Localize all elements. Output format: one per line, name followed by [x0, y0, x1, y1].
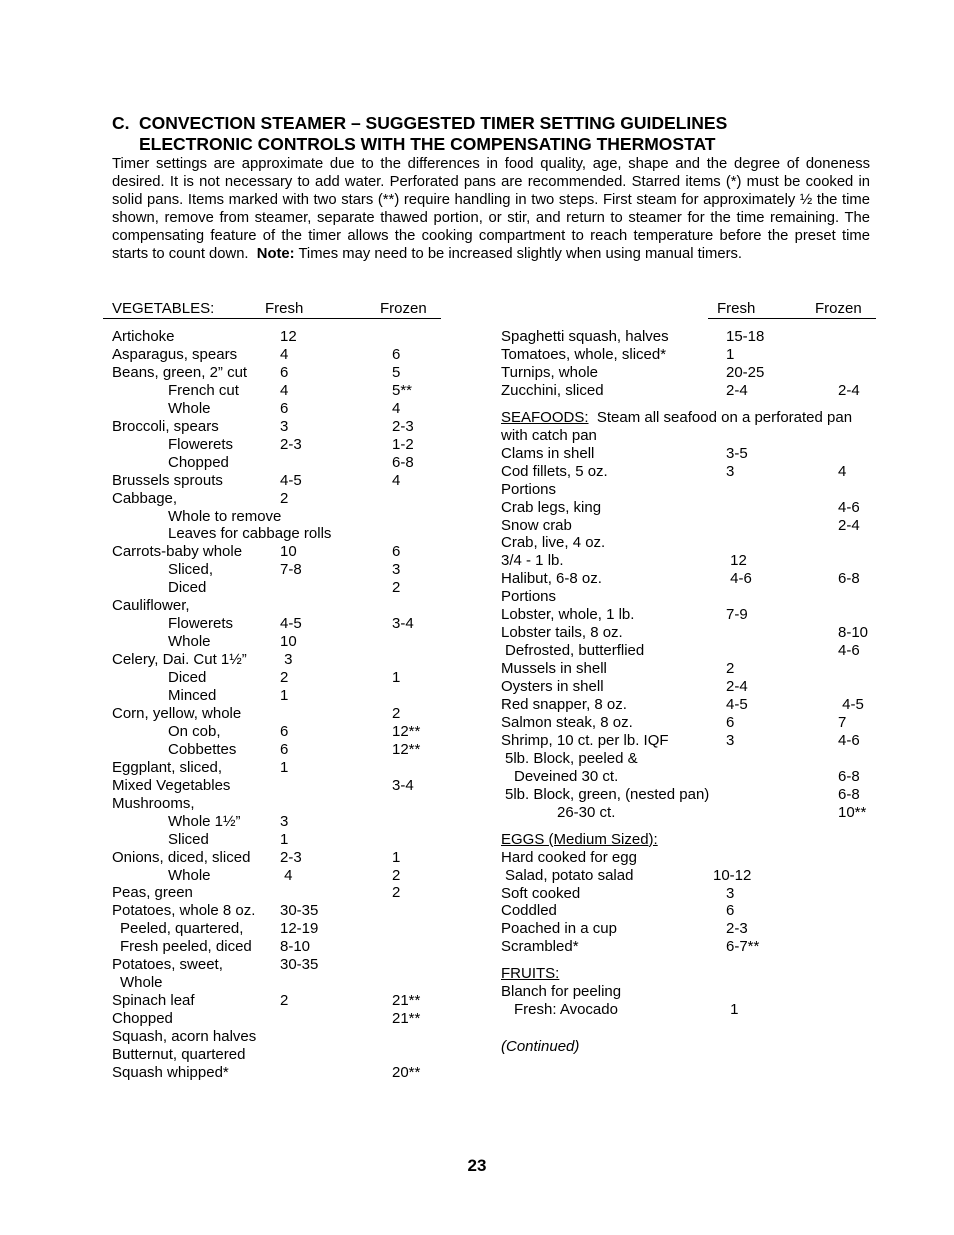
right-item-name: Mussels in shell	[501, 660, 607, 678]
left-item-name: Cabbage,	[112, 489, 178, 507]
right-row	[501, 750, 871, 768]
left-column-header	[103, 300, 441, 319]
left-item-name: Peas, green	[112, 884, 193, 902]
left-fresh-time: 12-19	[280, 920, 319, 938]
left-row	[112, 508, 442, 526]
right-frozen-header: Frozen	[815, 300, 862, 317]
left-item-name: Carrots-baby whole	[112, 543, 243, 561]
right-row	[501, 920, 871, 938]
right-row	[501, 768, 871, 786]
left-frozen-time: 1-2	[392, 435, 414, 453]
right-item-name: Tomatoes, whole, sliced*	[501, 345, 667, 363]
left-row	[112, 867, 442, 885]
left-item-name: Whole	[120, 974, 163, 992]
left-item-name: Broccoli, spears	[112, 417, 219, 435]
right-item-name: Snow crab	[501, 516, 572, 534]
right-item-name: with catch pan	[501, 426, 597, 444]
left-fresh-time: 3	[280, 651, 293, 669]
right-row	[501, 328, 871, 346]
right-row	[501, 732, 871, 750]
right-fresh-time: 3	[726, 884, 735, 902]
left-item-name: Celery, Dai. Cut 1½”	[112, 651, 247, 669]
left-fresh-time: 7-8	[280, 561, 302, 579]
left-row	[112, 920, 442, 938]
right-fresh-time: 3	[726, 731, 735, 749]
left-row	[112, 615, 442, 633]
right-row	[501, 427, 871, 445]
left-item-name: Mushrooms,	[112, 794, 195, 812]
right-fresh-time: 6	[726, 902, 735, 920]
note-label: Note:	[256, 246, 295, 262]
right-item-name: Scrambled*	[501, 938, 579, 956]
right-item-name: Clams in shell	[501, 444, 595, 462]
left-frozen-time: 20**	[392, 1063, 421, 1081]
right-item-name: Blanch for peeling	[501, 983, 622, 1001]
note-text: Times may need to be increased slightly when using manual timers.	[298, 246, 743, 262]
left-item-name: Cauliflower,	[112, 597, 190, 615]
right-frozen-time: 6-8	[838, 785, 860, 803]
left-item-name: Mixed Vegetables	[112, 776, 231, 794]
left-frozen-time: 3	[392, 561, 401, 579]
left-frozen-time: 5**	[392, 381, 413, 399]
left-fresh-time: 30-35	[280, 956, 319, 974]
right-row	[501, 1001, 871, 1019]
intro-paragraph	[112, 155, 870, 263]
right-row	[501, 938, 871, 956]
left-item-name: Asparagus, spears	[112, 345, 238, 363]
heading-line-2: ELECTRONIC CONTROLS WITH THE COMPENSATING THERMOSTAT	[139, 134, 716, 154]
right-fresh-time: 6	[726, 713, 735, 731]
left-row	[112, 1064, 442, 1082]
right-item-name	[501, 409, 852, 427]
right-row	[501, 849, 871, 867]
right-row	[501, 346, 871, 364]
left-row	[112, 795, 442, 813]
left-item-name: Potatoes, sweet,	[112, 956, 223, 974]
right-row	[501, 463, 871, 481]
right-row	[501, 606, 871, 624]
left-frozen-time: 5	[392, 363, 401, 381]
right-row	[501, 445, 871, 463]
section-title: EGGS (Medium Sized):	[501, 830, 658, 848]
right-frozen-time: 4-6	[838, 731, 860, 749]
right-row	[501, 804, 871, 822]
left-fresh-time: 10	[280, 543, 297, 561]
right-item-name: Halibut, 6-8 oz.	[501, 570, 602, 588]
left-item-name: Minced	[168, 687, 217, 704]
right-fresh-time: 20-25	[726, 363, 765, 381]
left-frozen-time: 6-8	[392, 453, 414, 471]
left-frozen-time: 1	[392, 669, 401, 687]
left-item-name: Diced	[168, 579, 207, 597]
left-item-name: Sliced,	[168, 561, 214, 579]
right-row	[501, 660, 871, 678]
left-item-name: Chopped	[112, 1010, 173, 1028]
left-row	[112, 741, 442, 759]
left-row	[112, 669, 442, 687]
right-item-name: 3/4 - 1 lb.	[501, 552, 564, 570]
left-item-name: Whole	[168, 866, 211, 884]
left-frozen-time: 3-4	[392, 615, 414, 633]
left-row	[112, 400, 442, 418]
section-note: Steam all seafood on a perforated pan	[588, 408, 853, 426]
left-row	[112, 849, 442, 867]
right-fresh-time: 4-5	[726, 696, 748, 713]
right-item-name: Spaghetti squash, halves	[501, 328, 669, 345]
left-row	[112, 633, 442, 651]
left-row	[112, 490, 442, 508]
left-frozen-time: 2	[392, 704, 401, 722]
left-frozen-time: 6	[392, 543, 401, 561]
left-frozen-time: 6	[392, 345, 401, 363]
right-fresh-time: 2	[726, 660, 735, 678]
left-row	[112, 884, 442, 902]
left-frozen-time: 2	[392, 579, 401, 597]
right-fresh-time: 3	[726, 462, 735, 480]
left-fresh-time: 4	[280, 381, 289, 399]
left-row	[112, 418, 442, 436]
right-frozen-time: 4-5	[838, 696, 864, 713]
left-fresh-time: 1	[280, 758, 289, 776]
right-item-name: Turnips, whole	[501, 363, 598, 381]
left-row	[112, 382, 442, 400]
right-item-name: Oysters in shell	[501, 678, 604, 696]
left-frozen-time: 12**	[392, 740, 421, 758]
right-row	[501, 714, 871, 732]
right-row	[501, 552, 871, 570]
left-item-name: Beans, green, 2” cut	[112, 363, 248, 381]
right-fresh-time: 6-7**	[726, 938, 760, 956]
left-row	[112, 974, 442, 992]
right-item-name: Fresh: Avocado	[514, 1001, 618, 1019]
left-fresh-time: 4-5	[280, 471, 302, 489]
right-item-name	[501, 965, 559, 983]
left-item-name: Artichoke	[112, 328, 175, 345]
right-item-name: Coddled	[501, 902, 557, 920]
left-row	[112, 777, 442, 795]
right-row	[501, 517, 871, 535]
left-frozen-time: 3-4	[392, 776, 414, 794]
right-fresh-time: 2-4	[726, 678, 748, 696]
right-column-header	[708, 300, 876, 319]
left-row	[112, 436, 442, 454]
left-frozen-time: 12**	[392, 722, 421, 740]
right-row	[501, 786, 871, 804]
left-fresh-time: 6	[280, 399, 289, 417]
left-item-name: Whole	[168, 399, 211, 417]
right-item-name: Hard cooked for egg	[501, 848, 637, 866]
section-heading	[112, 113, 727, 155]
left-frozen-time: 21**	[392, 1010, 421, 1028]
left-fresh-time: 4	[280, 866, 293, 884]
left-row	[112, 759, 442, 777]
left-item-name: Flowerets	[168, 435, 234, 453]
left-item-name: Onions, diced, sliced	[112, 848, 251, 866]
left-fresh-time: 2	[280, 992, 289, 1010]
left-fresh-time: 30-35	[280, 902, 319, 920]
right-fresh-time: 2-3	[726, 920, 748, 938]
left-item-name: Flowerets	[168, 615, 234, 633]
section-title: FRUITS:	[501, 965, 560, 983]
right-row	[501, 696, 871, 714]
left-item-name: Fresh peeled, diced	[120, 938, 252, 956]
right-frozen-time: 6-8	[838, 570, 860, 588]
right-item-name: Salmon steak, 8 oz.	[501, 713, 633, 731]
right-item-name: Portions	[501, 480, 557, 498]
right-row	[501, 588, 871, 606]
left-item-name: Potatoes, whole 8 oz.	[112, 902, 256, 920]
left-row	[112, 1028, 442, 1046]
left-item-name: Whole	[168, 633, 211, 651]
left-fresh-time: 2	[280, 489, 289, 507]
left-item-name: Whole 1½”	[168, 812, 241, 830]
left-frozen-time: 21**	[392, 992, 421, 1010]
left-item-name: Spinach leaf	[112, 992, 195, 1010]
left-fresh-time: 1	[280, 687, 289, 704]
left-fresh-time: 6	[280, 740, 289, 758]
left-row	[112, 597, 442, 615]
left-item-name: French cut	[168, 381, 239, 399]
left-fresh-time: 1	[280, 830, 289, 848]
right-item-name: Lobster tails, 8 oz.	[501, 624, 623, 642]
right-frozen-time: 8-10	[838, 624, 869, 642]
left-fresh-time: 2	[280, 669, 289, 687]
left-fresh-time: 2-3	[280, 435, 302, 453]
left-fresh-time: 10	[280, 633, 297, 651]
right-row	[501, 364, 871, 382]
right-row	[501, 499, 871, 517]
right-item-name: 26-30 ct.	[557, 803, 616, 821]
right-fresh-header: Fresh	[717, 300, 756, 317]
left-row	[112, 364, 442, 382]
right-fresh-time: 1	[726, 1001, 739, 1019]
right-fresh-time: 3-5	[726, 444, 748, 462]
left-item-name: Cobbettes	[168, 740, 237, 758]
left-row	[112, 813, 442, 831]
right-item-name: Poached in a cup	[501, 920, 617, 938]
right-item-name: Portions	[501, 588, 557, 606]
right-item-name: Cod fillets, 5 oz.	[501, 462, 608, 480]
left-item-name: Sliced	[168, 830, 209, 848]
right-row	[501, 624, 871, 642]
left-row	[112, 651, 442, 669]
left-fresh-time: 8-10	[280, 938, 311, 956]
right-frozen-time: 4	[838, 462, 847, 480]
left-frozen-header: Frozen	[380, 300, 427, 317]
continued-note: (Continued)	[501, 1038, 580, 1055]
right-row	[501, 570, 871, 588]
right-row	[501, 831, 871, 849]
right-fresh-time: 2-4	[726, 381, 748, 399]
left-item-name: Squash whipped*	[112, 1063, 229, 1081]
right-frozen-time: 4-6	[838, 498, 860, 516]
right-row	[501, 983, 871, 1001]
left-row	[112, 543, 442, 561]
right-item-name: Red snapper, 8 oz.	[501, 696, 627, 713]
right-frozen-time: 4-6	[838, 642, 860, 660]
left-row	[112, 525, 442, 543]
right-fresh-time: 15-18	[726, 328, 765, 345]
right-frozen-time: 6-8	[838, 767, 860, 785]
right-item-name: Zucchini, sliced	[501, 381, 604, 399]
left-row	[112, 902, 442, 920]
left-item-name: Whole to remove	[168, 507, 282, 525]
right-row	[501, 965, 871, 983]
left-row	[112, 328, 442, 346]
left-row	[112, 687, 442, 705]
left-row	[112, 579, 442, 597]
right-frozen-time: 2-4	[838, 516, 860, 534]
left-item-name: Corn, yellow, whole	[112, 704, 242, 722]
left-row	[112, 992, 442, 1010]
right-row	[501, 481, 871, 499]
right-item-name: Lobster, whole, 1 lb.	[501, 606, 635, 624]
left-fresh-time: 4-5	[280, 615, 302, 633]
left-fresh-time: 3	[280, 812, 289, 830]
section-letter: C.	[112, 113, 130, 133]
left-frozen-time: 2	[392, 884, 401, 902]
left-item-name: Diced	[168, 669, 207, 687]
right-row	[501, 902, 871, 920]
vegetables-label: VEGETABLES:	[112, 300, 215, 317]
right-item-name: Crab legs, king	[501, 498, 602, 516]
left-row	[112, 1010, 442, 1028]
right-fresh-time: 4-6	[726, 570, 752, 588]
right-frozen-time: 2-4	[838, 381, 860, 399]
left-item-name: Peeled, quartered,	[120, 920, 244, 938]
page-number: 23	[467, 1156, 487, 1175]
left-item-name: On cob,	[168, 722, 221, 740]
right-item-name: Defrosted, butterflied	[505, 642, 645, 660]
right-frozen-time: 7	[838, 713, 847, 731]
right-row	[501, 409, 871, 427]
left-frozen-time: 4	[392, 399, 401, 417]
right-item-name: 5lb. Block, peeled &	[505, 749, 638, 767]
right-fresh-time: 12	[726, 552, 747, 570]
left-row	[112, 561, 442, 579]
left-row	[112, 956, 442, 974]
left-fresh-time: 3	[280, 417, 289, 435]
heading-line-1: CONVECTION STEAMER – SUGGESTED TIMER SETTING GUIDELINES	[139, 113, 728, 133]
left-row	[112, 723, 442, 741]
left-item-name: Brussels sprouts	[112, 471, 223, 489]
right-item-name	[501, 831, 658, 849]
left-item-name: Leaves for cabbage rolls	[168, 525, 332, 543]
left-frozen-time: 4	[392, 471, 401, 489]
right-fresh-time: 10-12	[713, 866, 752, 884]
right-frozen-time: 10**	[838, 803, 867, 821]
right-item-name: Soft cooked	[501, 884, 581, 902]
left-row	[112, 705, 442, 723]
right-item-name: Shrimp, 10 ct. per lb. IQF	[501, 731, 669, 749]
left-item-name: Butternut, quartered	[112, 1046, 246, 1063]
left-row	[112, 938, 442, 956]
left-item-name: Eggplant, sliced,	[112, 758, 223, 776]
left-row	[112, 831, 442, 849]
right-item-name: Deveined 30 ct.	[514, 767, 619, 785]
left-row	[112, 1046, 442, 1064]
right-row	[501, 534, 871, 552]
left-item-name: Squash, acorn halves	[112, 1028, 257, 1046]
left-fresh-time: 2-3	[280, 848, 302, 866]
left-item-name: Chopped	[168, 453, 229, 471]
right-row	[501, 382, 871, 400]
right-item-name: 5lb. Block, green, (nested pan)	[505, 785, 710, 803]
left-frozen-time: 2-3	[392, 417, 414, 435]
left-frozen-time: 1	[392, 848, 401, 866]
right-item-name: Crab, live, 4 oz.	[501, 534, 606, 552]
right-row	[501, 867, 871, 885]
left-frozen-time: 2	[392, 866, 401, 884]
right-row	[501, 642, 871, 660]
left-fresh-time: 12	[280, 328, 297, 345]
left-row	[112, 454, 442, 472]
right-fresh-time: 7-9	[726, 606, 748, 624]
right-row	[501, 678, 871, 696]
left-row	[112, 346, 442, 364]
right-fresh-time: 1	[726, 345, 735, 363]
section-title: SEAFOODS:	[501, 408, 589, 426]
left-fresh-header: Fresh	[265, 300, 304, 317]
left-fresh-time: 6	[280, 722, 289, 740]
right-row	[501, 885, 871, 903]
left-row	[112, 472, 442, 490]
right-item-name: Salad, potato salad	[505, 866, 634, 884]
intro-text: Timer settings are approximate due to the differences in food quality, age, shape and the degree of doneness desired. It is not necessary to add water. Perforated pans are recommended. Starred items (*) must be cooked in solid pans. Items marked with two stars (**) require handling in two steps. First steam for approximately ½ the time shown, remove from steamer, separate thawed portion, or stir, and return to steamer for the time remaining. The compensating feature of the timer allows the cooking compartment to reach temperature before the preset time starts to count down.	[112, 156, 870, 262]
left-fresh-time: 6	[280, 363, 289, 381]
left-fresh-time: 4	[280, 345, 289, 363]
